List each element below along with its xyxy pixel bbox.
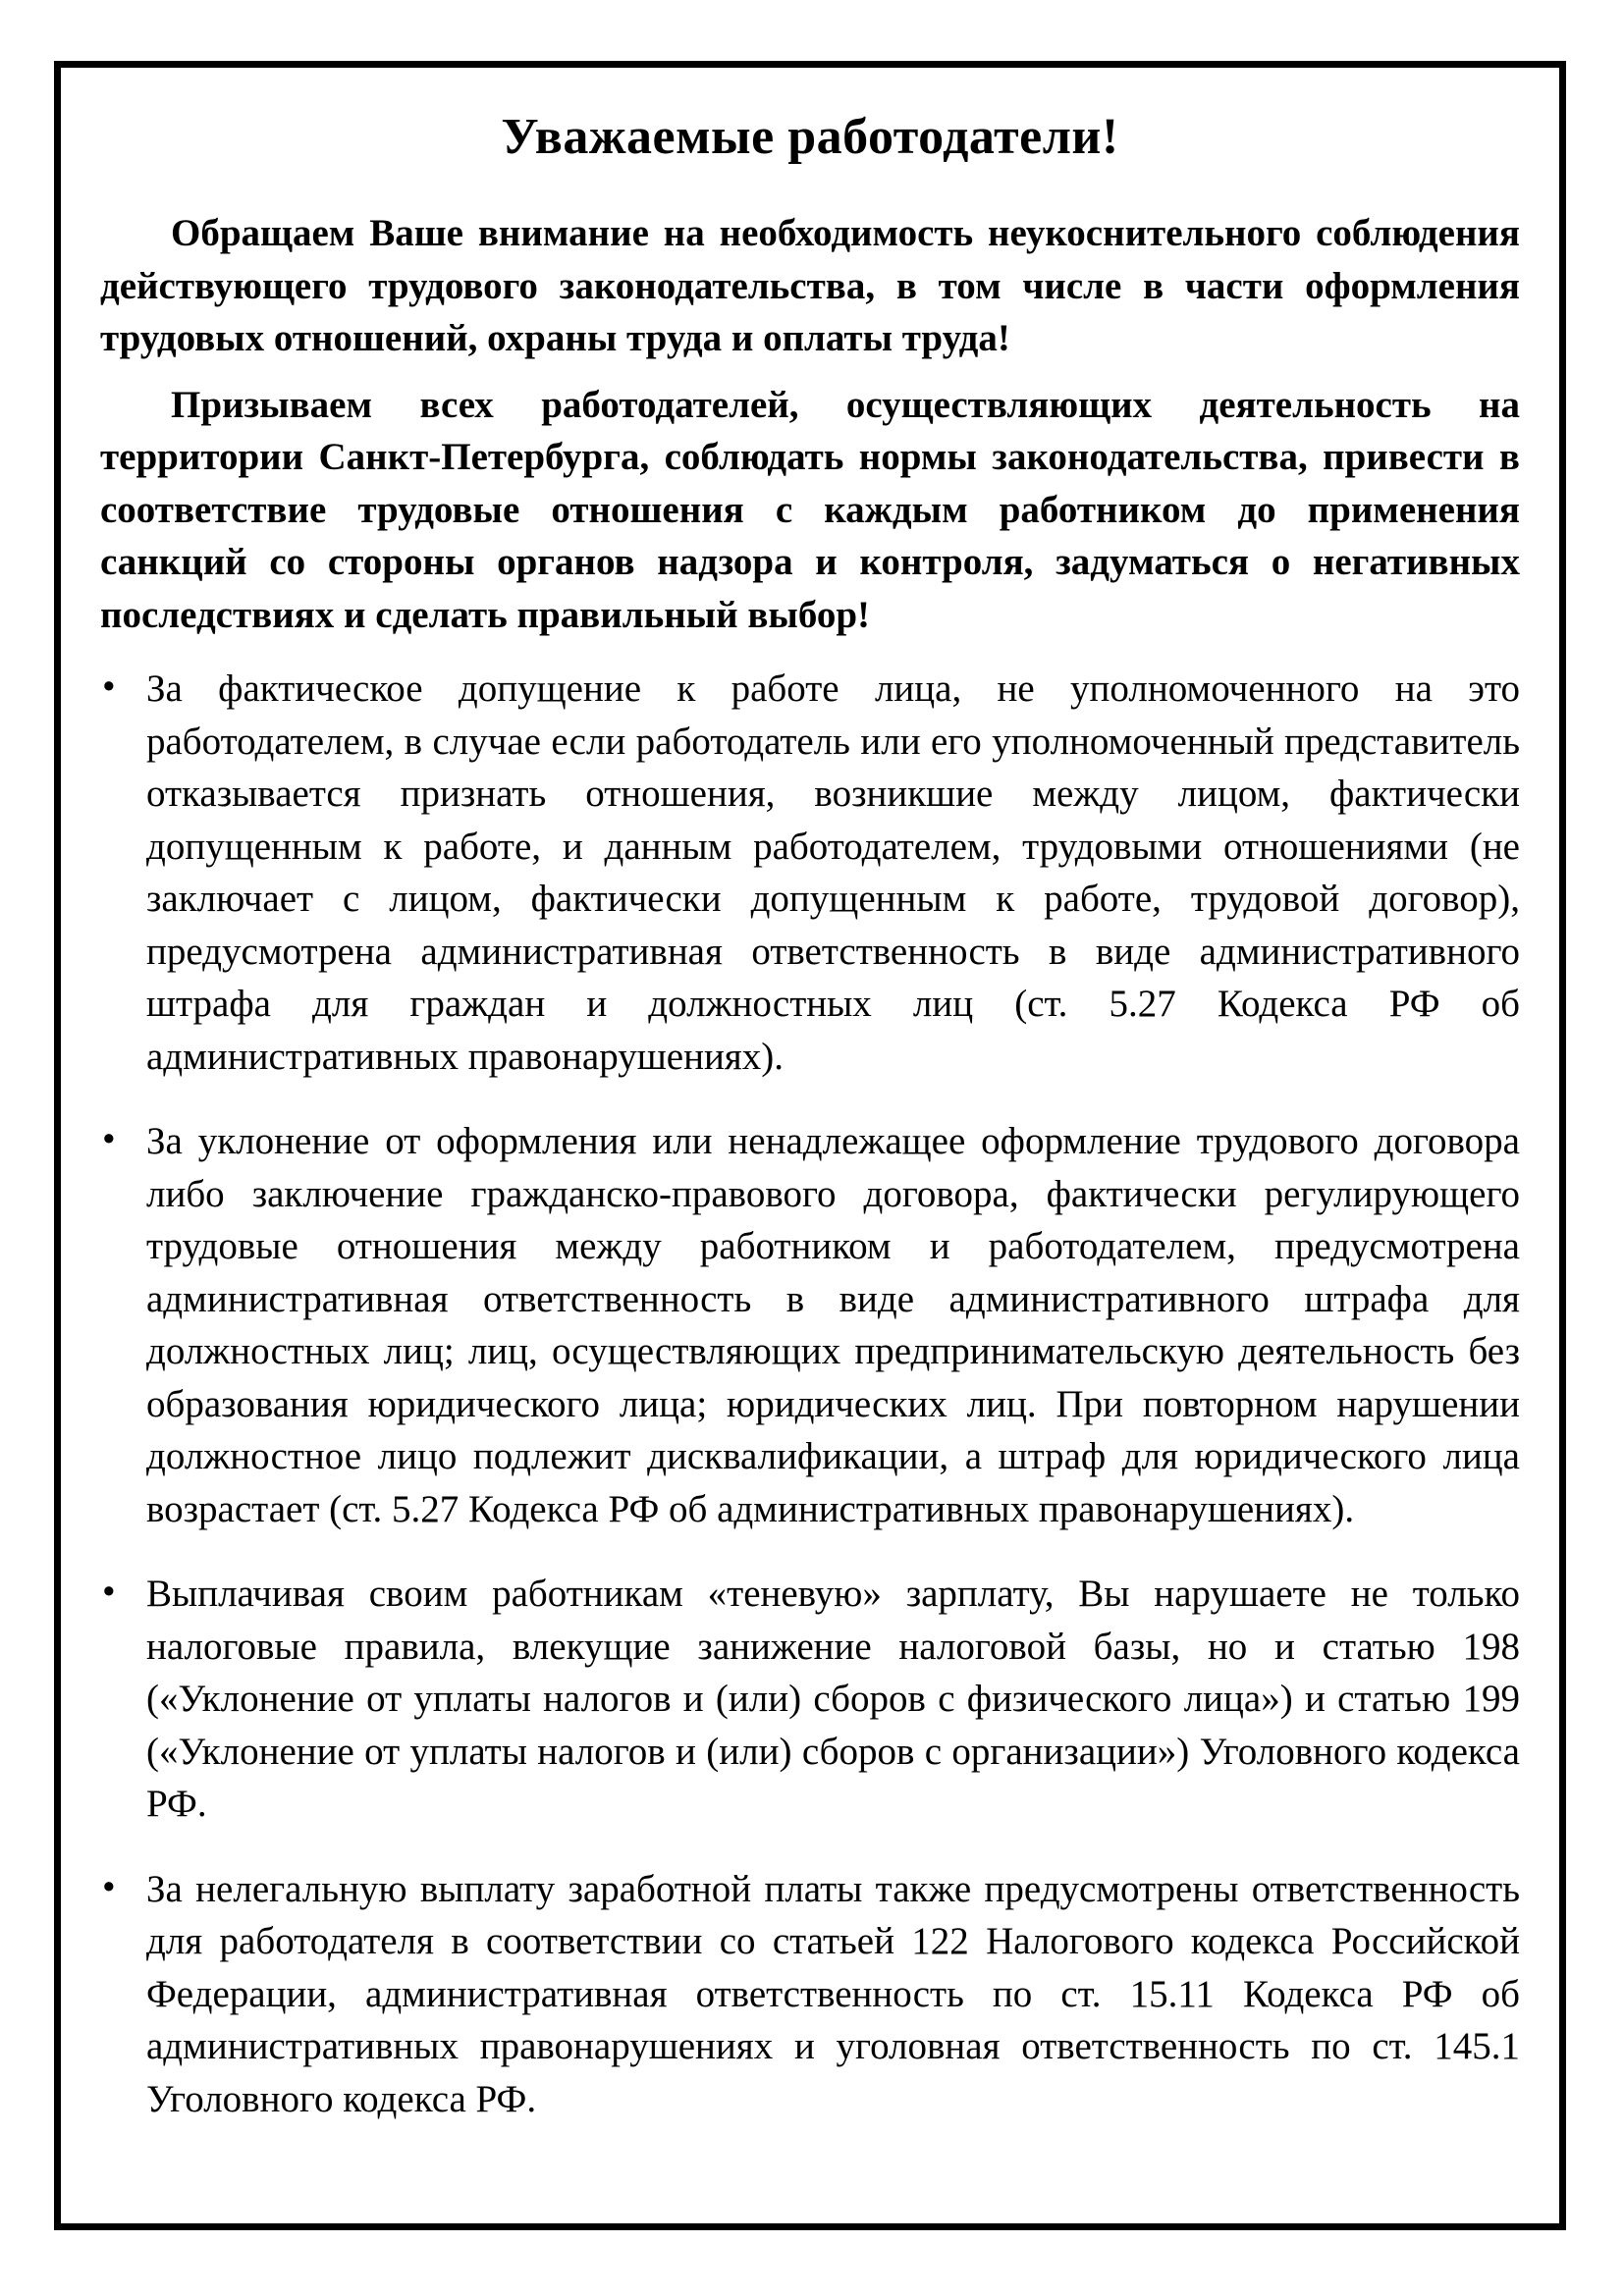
intro-paragraph-1: Обращаем Ваше внимание на необходимость неукоснительного соблюдения действующего трудового законодательства, в том числе в части оформления трудовых отношений, охраны труда и оплаты труда! [100, 212, 1520, 359]
page-title: Уважаемые работодатели! [501, 109, 1119, 165]
bullet-item-3 [100, 1568, 1520, 1831]
bullet-icon: • [102, 1571, 116, 1613]
bullet-icon: • [102, 1865, 116, 1908]
document-page [54, 61, 1566, 2230]
bullet-text-4: За нелегальную выплату заработной платы также предусмотрены ответственность для работодателя в соответствии со статьей 122 Налогового кодекса Российской Федерации, административная ответственность по ст. 15.11 Кодекса РФ об административных правонарушениях и уголовная ответственность по ст. 145.1 Уголовного кодекса РФ. [146, 1867, 1520, 2120]
bullet-item-4 [100, 1863, 1520, 2126]
intro-paragraph-2: Призываем всех работодателей, осуществляющих деятельность на территории Санкт-Петербурга, соблюдать нормы законодательства, привести в соответствие трудовые отношения с каждым работником до применения санкций со стороны органов надзора и контроля, задуматься о негативных последствиях и сделать правильный выбор! [100, 383, 1520, 636]
bullet-text-3: Выплачивая своим работникам «теневую» зарплату, Вы нарушаете не только налоговые правила, влекущие занижение налоговой базы, но и статью 198 («Уклонение от уплаты налогов и (или) сборов с физического лица») и статью 199 («Уклонение от уплаты налогов и (или) сборов с организации») Уголовного кодекса РФ. [146, 1573, 1520, 1825]
bullet-icon: • [102, 1118, 116, 1160]
bullet-text-1: За фактическое допущение к работе лица, не уполномоченного на это работодателем, в случае если работодатель или его уполномоченный представитель отказывается признать отношения, возникшие между лицом, фактически допущенным к работе, и данным работодателем, трудовыми отношениями (не заключает с лицом, фактически допущенным к работе, трудовой договор), предусмотрена административная ответственность в виде административного штрафа для граждан и должностных лиц (ст. 5.27 Кодекса РФ об административных правонарушениях). [146, 667, 1520, 1078]
bullet-item-2 [100, 1115, 1520, 1535]
bullet-text-2: За уклонение от оформления или ненадлежащее оформление трудового договора либо заключение гражданско-правового договора, фактически регулирующего трудовые отношения между работником и работодателем, предусмотрена административная ответственность в виде административного штрафа для должностных лиц; лиц, осуществляющих предпринимательскую деятельность без образования юридического лица; юридических лиц. При повторном нарушении должностное лицо подлежит дисквалификации, а штраф для юридического лица возрастает (ст. 5.27 Кодекса РФ об административных правонарушениях). [146, 1120, 1520, 1530]
bullet-icon: • [102, 666, 116, 708]
bullet-item-1 [100, 663, 1520, 1083]
bullet-list [100, 663, 1520, 2125]
